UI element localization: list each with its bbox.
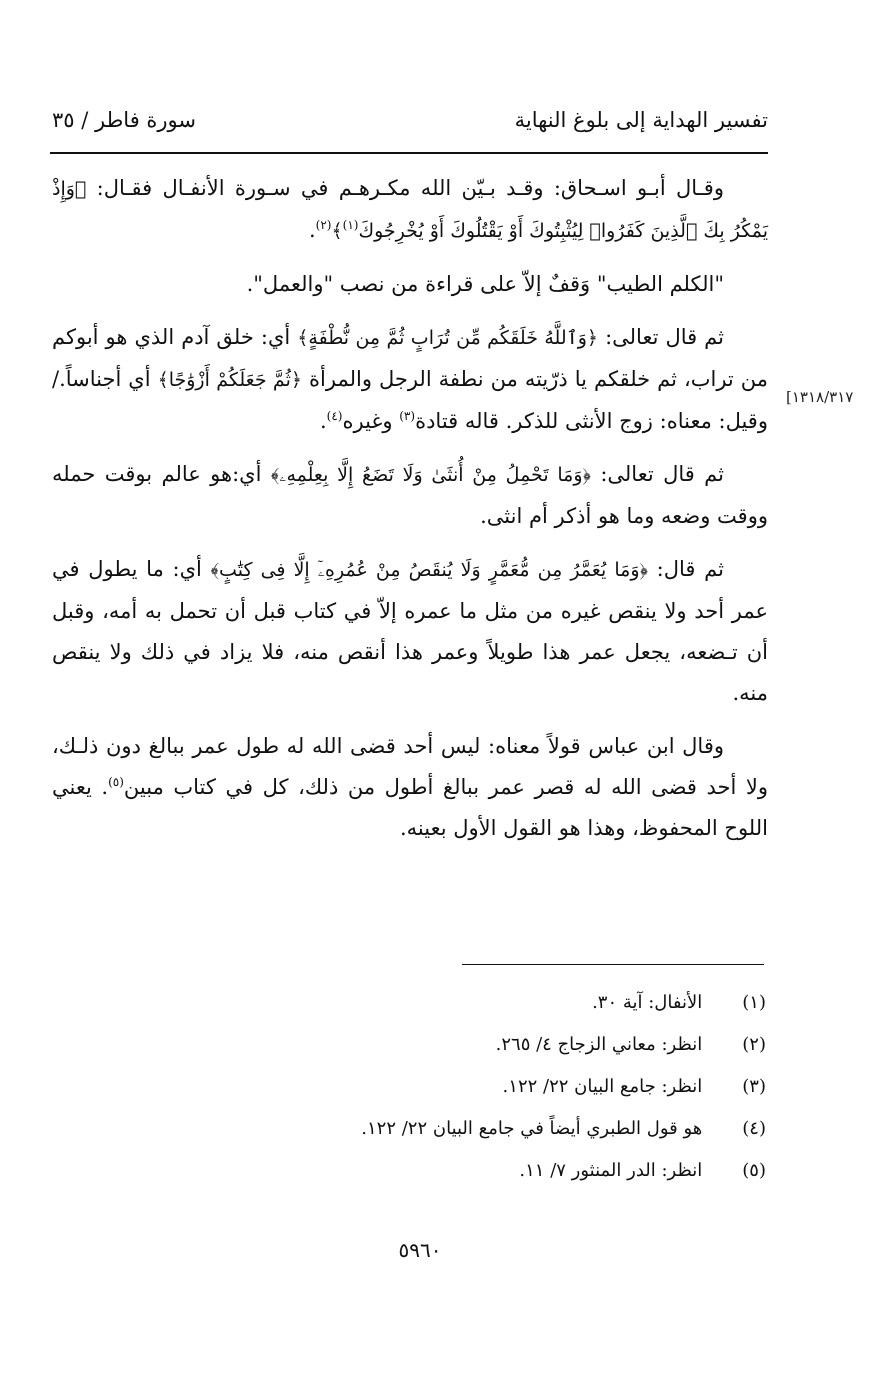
book-title: تفسير الهداية إلى بلوغ النهاية: [514, 108, 768, 132]
footnote-ref[interactable]: (٤): [326, 409, 343, 423]
paragraph-3: [52, 317, 768, 442]
footnote-divider: [462, 964, 764, 965]
footnote-number: (٥): [742, 1160, 766, 1181]
footnote-number: (٤): [742, 1118, 766, 1139]
footnote-item: [100, 1030, 766, 1072]
footnote-ref[interactable]: (٣): [399, 409, 416, 423]
footnote-number: (١): [742, 992, 766, 1013]
paragraph-text: ثم قال:: [656, 557, 724, 581]
footnote-text: انظر: معاني الزجاج ٤/ ٢٦٥.: [495, 1034, 703, 1055]
paragraph-text: وقال ابن عباس قولاً معناه: ليس أحد قضى الله له طول عمر ببالغ دون ذلـك، ولا أحد قضى الله له قصر عمر ببالغ أطول من ذلك، كل في كتاب مبين: [52, 734, 769, 799]
paragraph-text: وغيره: [342, 409, 393, 433]
footnote-text: هو قول الطبري أيضاً في جامع البيان ٢٢/ ١٢٢.: [361, 1118, 703, 1139]
quran-verse: ﴿وَٱللَّهُ خَلَقَكُم مِّن تُرَابٍ ثُمَّ مِن نُّطْفَةٍ﴾: [297, 327, 599, 349]
quran-verse: ﴿وَمَا تَحْمِلُ مِنْ أُنثَىٰ وَلَا تَضَعُ إِلَّا بِعِلْمِهِۦ﴾: [270, 464, 591, 486]
paragraph-2: "الكلم الطيب" وَقفٌ إلاّ على قراءة من نصب "والعمل".: [246, 272, 724, 296]
footnote-ref[interactable]: (٢): [315, 218, 332, 232]
footnote-text: انظر: جامع البيان ٢٢/ ١٢٢.: [502, 1076, 703, 1097]
header-divider: [50, 152, 768, 154]
quran-verse: ﴿ثُمَّ جَعَلَكُمْ أَزْوَٰجًا﴾: [157, 369, 303, 391]
paragraph-text: أي أجناساً./ وقيل: معناه: زوج الأنثى للذكر. قاله قتادة: [52, 367, 768, 433]
footnotes-list: [100, 988, 766, 1198]
footnote-item: [100, 1072, 766, 1114]
quran-verse: ﴿وَإِذْ يَمْكُرُ بِكَ ٱلَّذِينَ كَفَرُوا۟ لِيُثْبِتُوكَ أَوْ يَقْتُلُوكَ أَوْ يُخْرِجُوكَ: [52, 178, 768, 242]
quran-verse: ﴿وَمَا يُعَمَّرُ مِن مُّعَمَّرٍ وَلَا يُنقَصُ مِنْ عُمُرِهِۦٓ إِلَّا فِى كِتَٰبٍ﴾: [210, 559, 648, 581]
paragraph-text: ثم قال تعالى:: [605, 325, 724, 349]
paragraph-text: أي: ما يطول في عمر أحد ولا ينقص غيره من مثل ما عمره إلاّ في كتاب قبل أن تحمل به أمه، وقبل أن تـضعه، يجعل عمر هذا طويلاً وعمر هذا أنقص منه، فلا يزاد في ذلك ولا ينقص منه.: [52, 557, 768, 705]
paragraph-text: أي: خلق آدم الذي هو أبوكم من تراب، ثم خلقكم يا ذرّيته من نطفة الرجل والمرأة: [52, 325, 768, 391]
paragraph-4: [52, 454, 768, 537]
quran-verse-close: ﴾: [331, 220, 343, 242]
page-number: ٥٩٦٠: [398, 1238, 442, 1262]
running-header: [52, 108, 768, 148]
paragraph-6: [52, 726, 768, 849]
footnote-ref[interactable]: (١): [342, 218, 359, 232]
paragraph-text: أي:هو عالم بوقت حمله ووقت وضعه وما هو أذكر أم انثى.: [52, 462, 768, 528]
main-text: [52, 168, 768, 861]
paragraph-text: وقـال أبـو اسـحاق: وقـد بـيّن الله مكـرهـم في سـورة الأنفـال فقـال:: [96, 176, 724, 200]
footnote-text: الأنفال: آية ٣٠.: [592, 992, 703, 1013]
footnote-ref[interactable]: (٥): [108, 775, 124, 789]
footnote-number: (٣): [742, 1076, 766, 1097]
surah-title: سورة فاطر / ٣٥: [52, 108, 196, 132]
footnote-text: انظر: الدر المنثور ٧/ ١١.: [519, 1160, 703, 1181]
paragraph-text: . يعني اللوح المحفوظ، وهذا هو القول الأول بعينه.: [52, 775, 768, 840]
margin-manuscript-reference: [١٣١٨/٣١٧: [786, 388, 854, 406]
paragraph-text: ثم قال تعالى:: [600, 462, 724, 486]
footnote-number: (٢): [742, 1034, 766, 1055]
paragraph-end: .: [319, 409, 327, 433]
footnote-item: [100, 988, 766, 1030]
paragraph-end: .: [308, 218, 316, 242]
footnote-item: [100, 1114, 766, 1156]
paragraph-1: [52, 168, 768, 252]
footnote-item: [100, 1156, 766, 1198]
paragraph-5: [52, 549, 768, 714]
